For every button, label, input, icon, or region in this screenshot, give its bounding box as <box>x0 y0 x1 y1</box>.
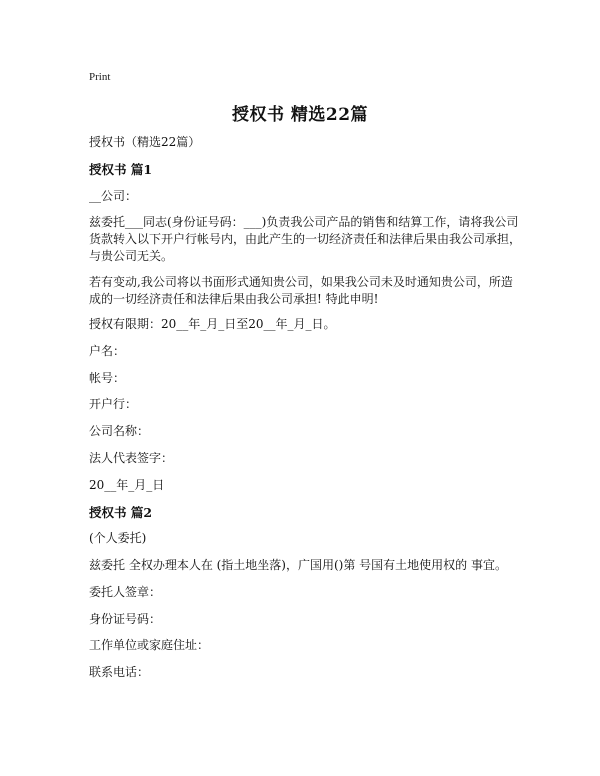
entrust-statement: 兹委托 全权办理本人在 (指土地坐落)，广国用()第 号国有土地使用权的 事宜。 <box>89 558 507 572</box>
document-subtitle: 授权书（精选22篇） <box>89 135 201 149</box>
entrust-type: (个人委托) <box>89 531 147 545</box>
paragraph-line: 与贵公司无关。 <box>89 249 174 263</box>
paragraph-line: 成的一切经济责任和法律后果由我公司承担! 特此申明! <box>89 292 379 306</box>
account-name-field: 户名： <box>89 344 126 358</box>
change-notice-paragraph <box>89 274 519 308</box>
id-number-field: 身份证号码： <box>89 612 162 626</box>
address-field: 工作单位或家庭住址： <box>89 638 210 652</box>
paragraph-line: 若有变动,我公司将以书面形式通知贵公司，如果我公司未及时通知贵公司，所造 <box>89 275 513 289</box>
authorization-paragraph <box>89 214 522 265</box>
signature-date: 20__年_月_日 <box>89 478 165 492</box>
account-number-field: 帐号： <box>89 371 126 385</box>
validity-period: 授权有限期：20__年_月_日至20__年_月_日。 <box>89 317 336 331</box>
document-title: 授权书 精选22篇 <box>231 105 369 125</box>
company-name-field: 公司名称： <box>89 424 150 438</box>
company-line: __公司： <box>89 189 138 203</box>
print-label: Print <box>89 71 111 83</box>
section-1-heading: 授权书 篇1 <box>89 162 153 177</box>
bank-field: 开户行： <box>89 397 138 411</box>
section-2-heading: 授权书 篇2 <box>89 505 153 520</box>
principal-signature-field: 委托人签章： <box>89 585 162 599</box>
legal-representative-signature: 法人代表签字： <box>89 451 174 465</box>
phone-field: 联系电话： <box>89 665 150 679</box>
paragraph-line: 货款转入以下开户行帐号内，由此产生的一切经济责任和法律后果由我公司承担， <box>89 232 522 246</box>
paragraph-line: 兹委托___同志(身份证号码：___)负责我公司产品的销售和结算工作，请将我公司 <box>89 215 519 229</box>
